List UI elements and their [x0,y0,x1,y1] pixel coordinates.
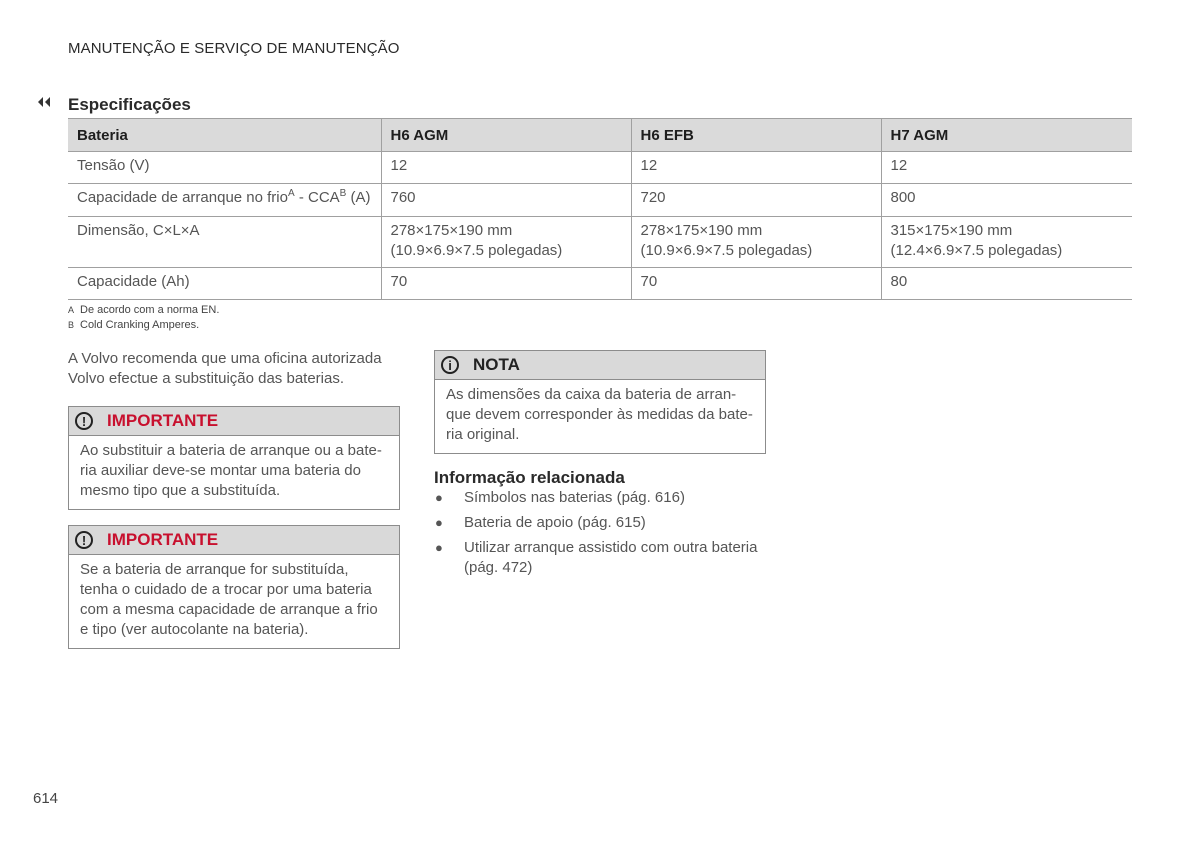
related-link[interactable] [434,488,764,508]
box-title: NOTA [473,355,520,374]
text-line: mesmo tipo que a substituída. [80,482,281,499]
box-body [69,436,399,509]
table-cell [631,217,881,268]
text-line: Se a bateria de arranque for substituída, [80,561,349,578]
row-label-text: Capacidade de arranque no frio [77,189,288,206]
table-header-row [68,119,1132,152]
table-cell: 800 [881,184,1132,217]
related-link-text[interactable] [464,538,757,578]
related-info-title: Informação relacionada [434,468,625,487]
exclamation-circle-icon: ! [75,412,93,430]
row-label-text: (A) [346,189,371,206]
table-cell: 12 [381,152,631,184]
page-number: 614 [33,790,59,807]
column-header: Bateria [68,119,381,152]
table-row [68,184,1132,217]
box-header [69,526,399,555]
footnotes [68,303,219,333]
battery-spec-table [68,118,1132,300]
row-label: Capacidade (Ah) [68,268,381,300]
row-label [68,184,381,217]
dimension-inches: (10.9×6.9×7.5 polegadas) [640,242,813,259]
text-line: Volvo efectue a substituição das baterias. [68,370,345,387]
text-line: ria auxiliar deve-se montar uma bateria do [80,462,361,479]
footnote-ref: B [339,188,347,199]
text-line: A Volvo recomenda que uma oficina autorizada [68,350,382,367]
footnote-text: De acordo com a norma EN. [80,304,220,316]
text-line: tenha o cuidado de a trocar por uma bateria [80,581,372,598]
box-title: IMPORTANTE [107,530,219,549]
exclamation-circle-icon: ! [75,531,93,549]
column-header: H6 EFB [631,119,881,152]
important-box-1 [68,406,400,510]
text-line: ria original. [446,426,520,443]
text-line: Símbolos nas baterias (pág. 616) [464,489,685,506]
related-link-text[interactable] [464,488,685,508]
related-link[interactable] [434,513,764,533]
table-cell: 12 [631,152,881,184]
related-info-list [434,488,764,583]
box-header [69,407,399,436]
text-line: Bateria de apoio (pág. 615) [464,514,646,531]
table-cell [381,217,631,268]
table-cell: 720 [631,184,881,217]
text-line: Ao substituir a bateria de arranque ou a bate- [80,442,382,459]
dimension-mm: 315×175×190 mm [890,222,1013,239]
text-line: (pág. 472) [464,559,533,576]
footnote-mark: A [68,305,75,315]
table-cell: 70 [631,268,881,300]
footnote [68,318,219,333]
related-link[interactable] [434,538,764,578]
table-cell: 12 [881,152,1132,184]
box-header [435,351,765,380]
column-header: H7 AGM [881,119,1132,152]
page-title: Especificações [68,95,191,114]
box-body [69,555,399,648]
row-label: Tensão (V) [68,152,381,184]
dimension-mm: 278×175×190 mm [390,222,513,239]
box-body [435,380,765,453]
box-title: IMPORTANTE [107,411,219,430]
section-header: MANUTENÇÃO E SERVIÇO DE MANUTENÇÃO [68,40,400,57]
table-cell [881,217,1132,268]
table-row [68,152,1132,184]
note-box [434,350,766,454]
footnote-mark: B [68,320,75,330]
bullet-icon: ● [435,490,443,505]
table-row [68,217,1132,268]
table-row [68,268,1132,300]
related-link-text[interactable] [464,513,646,533]
text-line: que devem corresponder às medidas da bate- [446,406,753,423]
text-line: As dimensões da caixa da bateria de arran- [446,386,737,403]
row-label: Dimensão, C×L×A [68,217,381,268]
text-line: e tipo (ver autocolante na bateria). [80,621,309,638]
intro-paragraph [68,349,398,389]
row-label-text: - CCA [294,189,340,206]
info-circle-icon: i [441,356,459,374]
text-line: com a mesma capacidade de arranque a frio [80,601,378,618]
column-header: H6 AGM [381,119,631,152]
table-cell: 760 [381,184,631,217]
bullet-icon: ● [435,540,443,555]
footnote [68,303,219,318]
table-cell: 80 [881,268,1132,300]
text-line: Utilizar arranque assistido com outra bateria [464,539,758,556]
dimension-inches: (10.9×6.9×7.5 polegadas) [390,242,563,259]
footnote-ref: A [287,188,295,199]
important-box-2 [68,525,400,649]
table-cell: 70 [381,268,631,300]
dimension-mm: 278×175×190 mm [640,222,763,239]
double-chevron-left-icon[interactable] [36,96,52,108]
bullet-icon: ● [435,515,443,530]
dimension-inches: (12.4×6.9×7.5 polegadas) [890,242,1063,259]
footnote-text: Cold Cranking Amperes. [80,319,200,331]
